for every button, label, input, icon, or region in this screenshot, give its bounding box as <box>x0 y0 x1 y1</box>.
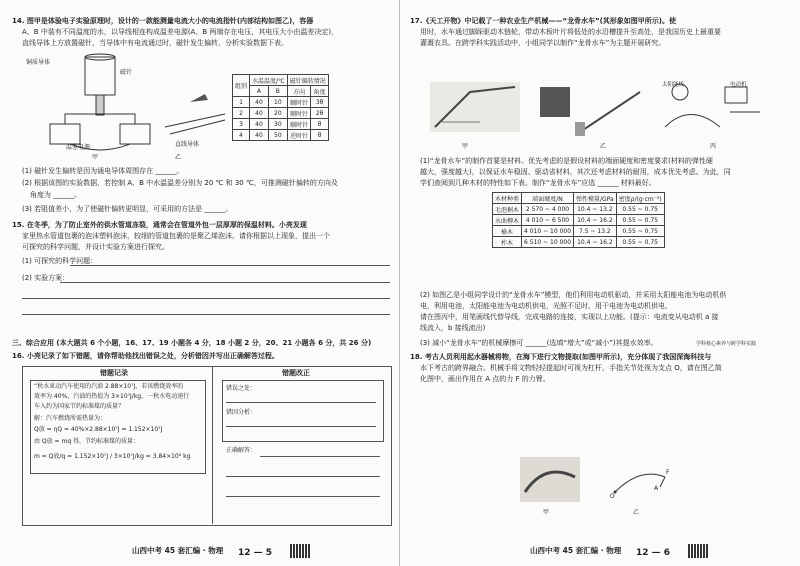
q18-line-3: 化图中，画出作用在 A 点的力 F 的力臂。 <box>420 375 550 383</box>
q14-line-3: 直线导体上方放置磁针，当导体中有电流通过时，磁针发生偏转，分析实验数据下表。 <box>22 39 288 47</box>
point-o-label: O <box>610 493 615 500</box>
table-row: 2 40 20 顺时针 2θ <box>233 108 329 119</box>
q17-line-2: 用时，水车通过脚踩驱动木链轮，带动木板叶片将低处的水沿槽提升至高处，是我国历史上最重要 <box>420 28 721 36</box>
q16-problem-line: Q放 = ηQ = 40%×2.88×10⁷J = 1.152×10⁷J <box>34 426 163 433</box>
q16-correct-answer: 正确解答： <box>226 447 257 454</box>
label-copper-conductor: 铜质导体 <box>26 59 51 66</box>
fig-label-jia: 甲 <box>462 143 469 150</box>
q17-figures <box>430 72 770 150</box>
q17-p2-line: 线流入，b 接线流出) <box>420 324 486 332</box>
table-row: 3 40 30 顺时针 θ <box>233 119 329 130</box>
footer-page-number: 12 — 5 <box>238 548 273 558</box>
table-row: 水曲柳木 4 010 ~ 6 500 10.4 ~ 16.2 0.55 ~ 0.75 <box>493 215 665 226</box>
q17-p1-line: (1)“龙骨水车”的制作首要是材料。优先考虑的是假设材料的端面硬度和密度要求(材料的弹性硬 <box>420 157 713 165</box>
table-row: 1 40 10 顺时针 3θ <box>233 97 329 108</box>
q17-p1-line: 学们查阅到几种木材的特性如下表。制作“龙骨水车”应选 ______ 材料最好。 <box>420 179 656 187</box>
q14-sub1: (1) 磁针发生偏转是因为通电导体周围存在 ______。 <box>22 167 184 175</box>
th-a: A <box>250 86 269 97</box>
q14-sub3: (3) 若阻值差小，为了使磁针偏转更明显，可采用的方法是 ______。 <box>22 205 233 213</box>
fig-label-jia: 甲 <box>92 154 99 161</box>
q14-line-2: A、B 中装有不同温度的水，以导线相连构成温差电源(A、B 两端存在电压，其电压大小由温差决定)， <box>22 28 339 36</box>
q15-sub2: (2) 实验方案： <box>22 274 70 282</box>
q14-line-1: 14. 图甲是体验电子实验原理时，设计的一款能测量电流大小的电流指针(内部结构如图乙)，容器 <box>12 17 314 25</box>
th-water-temp: 水温温度/℃ <box>250 75 288 86</box>
point-a-label: A <box>654 485 659 492</box>
q16-problem-line: 车入约为国家节约标准煤的质量？ <box>34 403 125 410</box>
fig-label-yi: 乙 <box>175 154 182 161</box>
footer-title: 山西中考 45 套汇编 · 物理 <box>530 546 622 555</box>
th-direction: 方向 <box>287 86 311 97</box>
th-deflection: 磁针偏转情况 <box>287 75 328 86</box>
answer-line[interactable] <box>22 298 390 299</box>
q16-intro: 16. 小亮记录了如下错题，请你帮助他找出错误之处，分析错因并写出正确解答过程。 <box>12 352 279 360</box>
q18-line-2: 水下考古的跨界融合。机械手将文物轻轻提起时可视为杠杆，手指关节处视为支点 O，请在图乙简 <box>420 364 722 372</box>
q16-problem-line: 由 Q放 = mq 得，节约标准煤的质量： <box>34 438 140 445</box>
q17-p1-line: 越大，强度越大)，以保证水车稳固、驱动省材料，其次还考虑材料的耐用，成本优先考虑。为此，同 <box>420 168 731 176</box>
answer-line[interactable] <box>226 476 380 477</box>
q17-line-1: 17.《天工开物》中记载了一种农业生产机械——“龙骨水车”(其形象如图甲所示)。使 <box>410 17 676 25</box>
footer-page-number: 12 — 6 <box>636 548 671 558</box>
fig-label-yi: 乙 <box>633 509 640 516</box>
th-hardness: 端面硬度/N <box>522 193 574 204</box>
th-group: 组别 <box>233 75 250 97</box>
label-thermo-source: 温差电源 <box>66 144 91 151</box>
th-density: 密度ρ/(g·cm⁻³) <box>616 193 664 204</box>
table-row: 4 40 50 逆时针 θ <box>233 130 329 141</box>
fig-label-bing: 丙 <box>710 143 717 150</box>
point-f-label: F <box>666 469 670 476</box>
q17-note-badge: 学科核心素养与跨学科实践 <box>696 341 757 347</box>
q14-sub2a: (2) 根据该图的实验数据，若控制 A、B 中水温温差分别为 20 ℃ 和 30 ℃，可推测磁针偏转的方向及 <box>22 179 338 187</box>
q15-line-1: 15. 在冬季，为了防止室外的供水管道冻裂，通常会在管道外包一层厚厚的保温材料。小亮发现 <box>12 221 307 229</box>
answer-line[interactable] <box>260 456 380 457</box>
table-row: 柞木 6 510 ~ 10 000 10.4 ~ 16.2 0.55 ~ 0.75 <box>493 237 665 248</box>
answer-line[interactable] <box>60 282 390 283</box>
q18-figures <box>520 452 680 512</box>
fig-label-yi: 乙 <box>600 143 607 150</box>
q16-error-location: 错误之处： <box>226 385 257 392</box>
q15-line-3: 可探究的科学问题，并设计实验方案进行探究。 <box>22 243 169 251</box>
label-magnet: 磁针 <box>120 69 133 76</box>
q16-error-cause: 错因分析： <box>226 409 257 416</box>
q16-divider <box>212 366 213 524</box>
q14-data-table <box>232 74 329 141</box>
q17-line-3: 灌溉农具。在跨学科实践活动中，小组同学以制作“龙骨水车”为主题开展研究。 <box>420 39 666 47</box>
label-solar-panel: 太阳能板 <box>662 82 685 88</box>
q16-problem-line: “秋水束动汽车使用的汽油 2.88×10⁷J，若该燃烧效率的 <box>34 383 184 390</box>
answer-line[interactable] <box>22 314 390 315</box>
fig-label-jia: 甲 <box>543 509 550 516</box>
q18-line-1: 18. 考古人员利用起水器械将物，在海下进行文物提取(如图甲所示)，充分体现了我国深海科技与 <box>410 353 712 361</box>
q17-p3: (3) 减小“龙骨水车”的机械摩擦可 ______(选填“增大”或“减小”)其提水效率。 <box>420 339 658 347</box>
table-row: 榆木 4 010 ~ 10 000 7.5 ~ 13.2 0.55 ~ 0.75 <box>493 226 665 237</box>
th-wood-type: 木材种类 <box>493 193 522 204</box>
answer-line[interactable] <box>70 265 390 266</box>
answer-line[interactable] <box>226 402 376 403</box>
q15-sub1: (1) 可探究的科学问题： <box>22 257 98 265</box>
th-modulus: 弹性模量/GPa <box>574 193 617 204</box>
q16-right-title: 错题改正 <box>282 369 310 377</box>
label-straight-wire: 直线导体 <box>175 141 200 148</box>
th-angle: 角度 <box>311 86 328 97</box>
q16-left-title: 错题记录 <box>100 369 128 377</box>
q17-p2-line: 电，利用电池，太阳能电池为电动机供电，光照不足时，用干电池为电动机供电， <box>420 302 672 310</box>
qr-code-icon <box>290 544 310 558</box>
q17-p2-line: 请在图丙中，用笔画线代替导线，完成电路的连接，实现以上功能。(提示：电流变从电动机 a 接 <box>420 313 719 321</box>
q16-problem-line: m = Q放/q = 1.152×10⁷J / 3×10⁷J/kg = 3.84×10⁶ kg <box>34 453 191 460</box>
qr-code-icon <box>688 544 708 558</box>
right-page <box>400 0 800 566</box>
q15-line-2: 家里热水管道包裹的泡沫塑料泡沫，较细的管道包裹的是聚乙烯泡沫。请你根据以上现象，提出一个 <box>22 232 330 240</box>
q14-sub2b: 角度为 ______。 <box>30 191 82 199</box>
section-3-heading: 三、综合应用 (本大题共 6 个小题，16、17、19 小题各 4 分，18 小题 2 分，20、21 小题各 6 分，共 26 分) <box>12 339 372 347</box>
th-b: B <box>268 86 287 97</box>
footer-title: 山西中考 45 套汇编 · 物理 <box>132 546 224 555</box>
label-motor: 电动机 <box>730 82 747 88</box>
q17-wood-table <box>492 192 665 248</box>
answer-line[interactable] <box>226 426 376 427</box>
q16-problem-line: 效率为 40%，汽油的热值为 3×10⁷J/kg，一秋水电动速行 <box>34 393 190 400</box>
table-row: 毛泡桐木 2 570 ~ 4 000 10.4 ~ 13.2 0.55 ~ 0.75 <box>493 204 665 215</box>
answer-line[interactable] <box>226 496 380 497</box>
q17-p2-line: (2) 如图乙是小组同学设计的“龙骨水车”模型，他们利用电动机驱动，并采用太阳能电池为电动机供 <box>420 291 727 299</box>
q16-problem-line: 解：汽车燃烧所需热量为： <box>34 415 107 422</box>
